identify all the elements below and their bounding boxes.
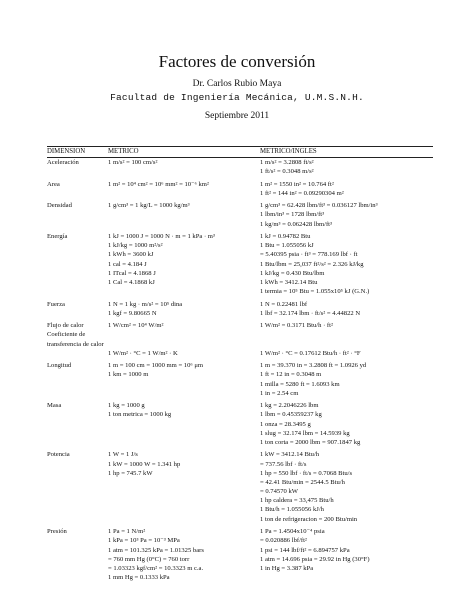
table-line: 1 N = 0.22481 lbf — [260, 300, 308, 308]
dimension-label: Fuerza — [47, 300, 65, 308]
table-line: 1 m/s² = 3.2808 ft/s² — [260, 159, 314, 166]
metric-cell — [108, 321, 178, 358]
table-line: 1 ft = 12 in = 0.3048 m — [260, 371, 322, 379]
table-line: 1 lbm/in³ = 1728 lbm/ft³ — [260, 211, 325, 219]
english-cell — [260, 158, 314, 176]
metric-cell — [108, 300, 182, 318]
table-line: 1 mm Hg = 0.1333 kPa — [108, 574, 170, 582]
english-cell — [260, 321, 361, 358]
dimension-label: Longitud — [47, 362, 72, 370]
table-line: 1 ft² = 144 in² = 0.09290304 m² — [260, 189, 344, 197]
table-line: 1 g/cm³ = 62.428 lbm/ft³ = 0.036127 lbm/in³ — [260, 202, 378, 210]
table-line: 1 atm = 14.696 psia = 29.92 in Hg (30°F) — [260, 555, 370, 563]
metric-cell — [108, 201, 190, 210]
table-section — [47, 450, 433, 527]
english-cell — [260, 232, 369, 296]
dimension-label: Densidad — [47, 202, 72, 210]
table-line: 1 kgf = 9.80665 N — [108, 309, 157, 317]
author-name: Dr. Carlos Rubio Maya — [192, 79, 282, 89]
table-line: 1 g/cm³ = 1 kg/L = 1000 kg/m³ — [108, 202, 190, 210]
table-line: 1 lbm = 0.45359237 kg — [260, 411, 322, 419]
dimension-label: Masa — [47, 402, 62, 410]
table-line: 1 kg = 1000 g — [108, 402, 145, 410]
english-cell — [260, 300, 360, 318]
table-section — [47, 527, 433, 585]
table-line: 1 W/cm² = 10⁴ W/m² — [108, 322, 164, 330]
english-cell — [260, 201, 378, 229]
table-line: 1 ton metrica = 1000 kg — [108, 411, 172, 419]
table-line: = 737.56 lbf · ft/s — [260, 460, 307, 468]
table-line: = 1.03323 kgf/cm² = 10.3323 m c.a. — [108, 564, 204, 572]
table-line: 1 kWh = 3600 kJ — [108, 251, 154, 259]
table-line: = 0.020886 lbf/ft² — [260, 537, 307, 545]
metric-cell — [108, 232, 215, 287]
table-line — [260, 340, 361, 349]
table-line: = 0.74570 kW — [260, 488, 298, 496]
table-line: 1 kJ/kg = 0.430 Btu/lbm — [260, 269, 325, 277]
english-cell — [260, 527, 370, 573]
header-metric-english: METRICO/INGLES — [260, 148, 317, 155]
metric-cell — [108, 361, 203, 379]
header-dimension: DIMENSION — [47, 148, 86, 155]
english-cell — [260, 450, 357, 524]
table-line: 1 hp = 550 lbf · ft/s = 0.7068 Btu/s — [260, 469, 353, 477]
table-line: 1 m = 39.370 in = 3.2808 ft = 1.0926 yd — [260, 362, 367, 370]
table-line: 1 m = 100 cm = 1000 mm = 10⁶ μm — [108, 362, 204, 370]
table-section — [47, 300, 433, 322]
table-line: 1 kJ = 1000 J = 1000 N · m = 1 kPa · m³ — [108, 232, 215, 240]
table-line: 1 Pa = 1 N/m² — [108, 528, 146, 536]
dimension-label: Aceleración — [47, 159, 79, 166]
table-section — [47, 232, 433, 300]
table-line: 1 Btu/lbm = 25,037 ft²/s² = 2.326 kJ/kg — [260, 260, 364, 268]
table-line: 1 kW = 1000 W = 1.341 hp — [108, 460, 181, 468]
affiliation: Facultad de Ingeniería Mecánica, U.M.S.N.H. — [110, 92, 364, 103]
table-section — [47, 401, 433, 450]
metric-cell — [108, 527, 204, 582]
table-line: 1 ITcal = 4.1868 J — [108, 269, 156, 277]
table-line: 1 hp = 745.7 kW — [108, 469, 153, 477]
table-line: 1 psi = 144 lbf/ft² = 6.894757 kPa — [260, 546, 350, 554]
metric-cell — [108, 401, 171, 419]
table-line: 1 kJ = 0.94782 Btu — [260, 232, 311, 240]
table-line: 1 termia = 10⁵ Btu = 1.055x10⁵ kJ (G.N.) — [260, 288, 370, 296]
table-section — [47, 201, 433, 232]
table-line: 1 Pa = 1.4504x10⁻⁴ psia — [260, 528, 325, 536]
english-cell — [260, 180, 344, 198]
table-line: 1 kJ/kg = 1000 m²/s² — [108, 242, 163, 250]
table-line: 1 kW = 3412.14 Btu/h — [260, 451, 320, 459]
metric-cell — [108, 158, 157, 167]
metric-cell — [108, 180, 209, 189]
table-line: 1 atm = 101.325 kPa = 1.01325 bars — [108, 546, 204, 554]
dimension-label: Flujo de calor Coeficiente de transferencia de calor — [47, 322, 104, 348]
table-line — [260, 330, 361, 339]
table-line: = 760 mm Hg (0°C) = 760 torr — [108, 555, 190, 563]
table-line: 1 in Hg = 3.387 kPa — [260, 564, 314, 572]
table-line: 1 W = 1 J/s — [108, 451, 138, 459]
dimension-label: Potencia — [47, 451, 70, 459]
dimension-label: Area — [47, 180, 60, 188]
document-date: Septiembre 2011 — [204, 111, 270, 121]
table-line: 1 kWh = 3412.14 Btu — [260, 278, 318, 286]
table-line: 1 Btu = 1.055056 kJ — [260, 242, 314, 250]
table-line: 1 W/m² = 0.3171 Btu/h · ft² — [260, 322, 333, 330]
dimension-label: Presión — [47, 528, 67, 536]
table-line: 1 Btu/h = 1.055056 kJ/h — [260, 506, 324, 514]
table-body — [47, 158, 433, 586]
table-header-row — [47, 147, 433, 157]
table-line: 1 kg/m³ = 0.062428 lbm/ft³ — [260, 220, 332, 228]
table-line: 1 m/s² = 100 cm/s² — [108, 159, 158, 166]
table-line: 1 W/m² · °C = 1 W/m² · K — [108, 349, 178, 357]
table-line — [108, 330, 178, 339]
table-line: 1 m² = 10⁴ cm² = 10⁶ mm² = 10⁻⁶ km² — [108, 180, 209, 188]
table-section — [47, 361, 433, 401]
table-line: 1 onza = 28.3495 g — [260, 420, 311, 428]
table-line: 1 ton de refrigeracion = 200 Btu/min — [260, 515, 358, 523]
table-section — [47, 321, 433, 361]
table-line: 1 Cal = 4.1868 kJ — [108, 278, 155, 286]
table-line: 1 kPa = 10³ Pa = 10⁻³ MPa — [108, 537, 180, 545]
table-line: 1 in = 2.54 cm — [260, 389, 299, 397]
table-line: 1 cal = 4.184 J — [108, 260, 147, 268]
table-line: 1 ft/s² = 0.3048 m/s² — [260, 168, 314, 176]
table-section — [47, 180, 433, 202]
metric-cell — [108, 450, 180, 478]
dimension-label: Energía — [47, 232, 68, 240]
table-line: 1 km = 1000 m — [108, 371, 149, 379]
header-metric: METRICO — [108, 148, 139, 155]
table-section — [47, 158, 433, 180]
table-line: 1 lbf = 32.174 lbm · ft/s² = 4.44822 N — [260, 309, 361, 317]
table-line: 1 milla = 5280 ft = 1.6093 km — [260, 380, 340, 388]
english-cell — [260, 361, 366, 398]
english-cell — [260, 401, 360, 447]
conversion-table — [47, 146, 433, 586]
table-line: = 42.41 Btu/min = 2544.5 Btu/h — [260, 478, 345, 486]
table-line: 1 N = 1 kg · m/s² = 10⁵ dina — [108, 300, 183, 308]
table-line: 1 kg = 2.2046226 lbm — [260, 402, 319, 410]
document-title: Factores de conversión — [158, 52, 316, 71]
table-line: 1 slug = 32.174 lbm = 14.5939 kg — [260, 429, 350, 437]
table-line: 1 ton corta = 2000 lbm = 907.1847 kg — [260, 438, 361, 446]
table-line — [108, 340, 178, 349]
table-line: 1 W/m² · °C = 0.17612 Btu/h · ft² · °F — [260, 349, 361, 357]
table-line: 1 m² = 1550 in² = 10.764 ft² — [260, 180, 334, 188]
table-line: = 5.40395 psia · ft³ = 778.169 lbf · ft — [260, 251, 358, 259]
table-line: 1 hp caldera = 33,475 Btu/h — [260, 497, 334, 505]
